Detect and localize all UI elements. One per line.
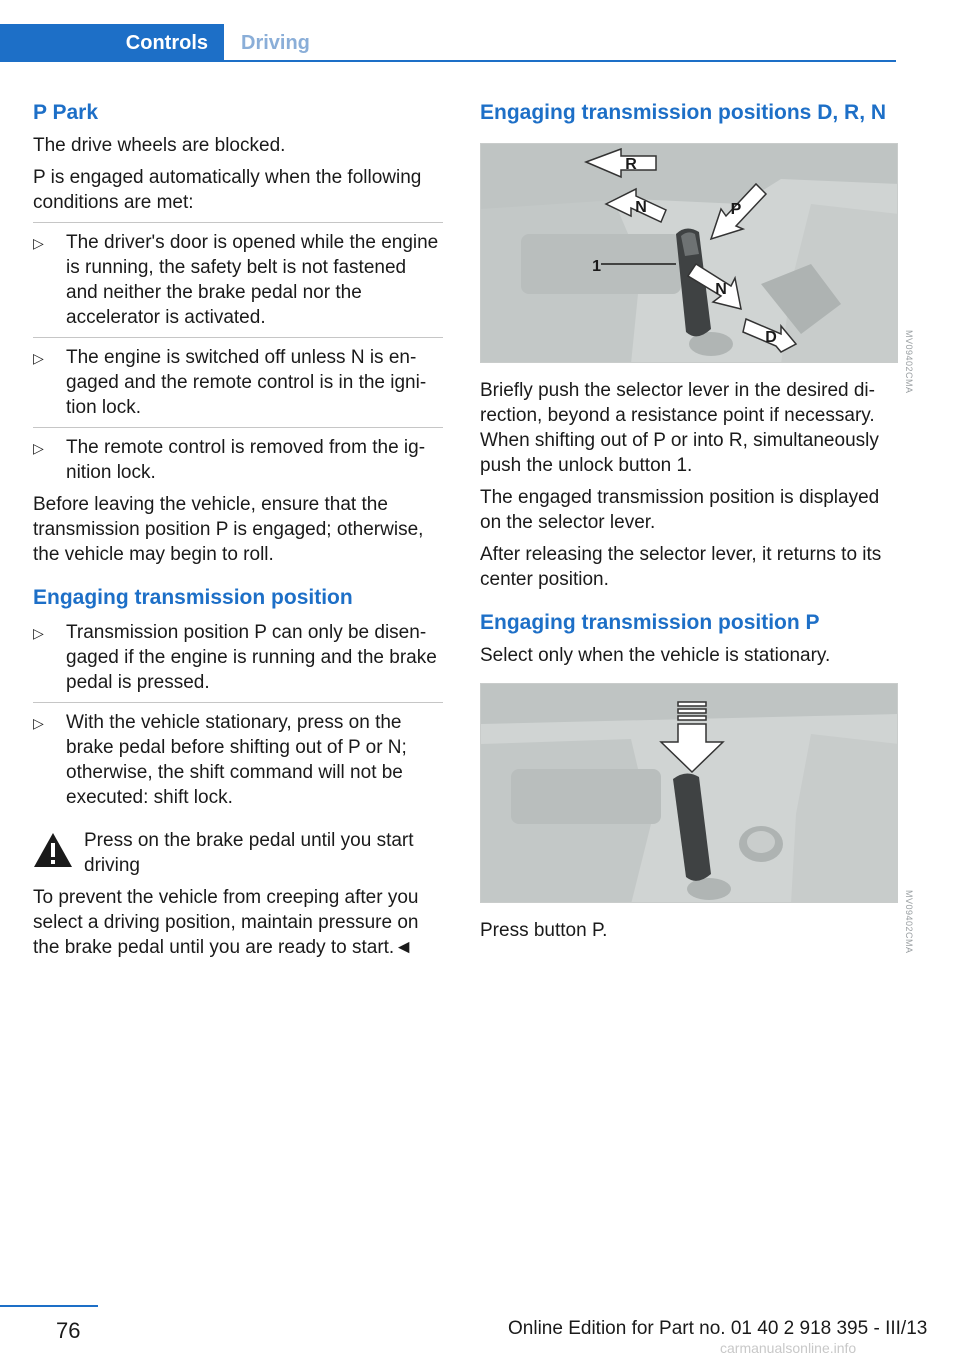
condition-text: The driver's door is opened while the engine is running, the safety belt is not fastened and neither the brake pedal nor the accelerator is activated. (66, 232, 439, 328)
list-item (33, 230, 443, 330)
engaging-heading: Engaging transmission position (33, 586, 353, 609)
warning-note (33, 828, 443, 878)
position-label-n: N (635, 199, 647, 216)
right-column (480, 100, 914, 954)
footer-rule (0, 1305, 98, 1307)
tab-underline (224, 60, 896, 62)
edition-note: Online Edition for Part no. 01 40 2 918 395 - III/13 (508, 1318, 928, 1339)
selector-lever-illustration (481, 144, 898, 363)
release-text: After releasing the selector lever, it returns to its center position. (480, 544, 882, 590)
warning-triangle-icon (33, 832, 73, 868)
engaging-text: With the vehicle stationary, press on the brake pedal before shifting out of P or N; otherwise, the shift command will not be executed: shift lock. (66, 712, 407, 808)
divider (33, 702, 443, 703)
list-item (33, 710, 443, 810)
selector-lever-figure-p (480, 683, 898, 903)
triangle-bullet-icon: ▷ (33, 625, 44, 641)
list-item (33, 620, 443, 695)
tab-driving[interactable]: Driving (241, 31, 310, 54)
p-park-text: The drive wheels are blocked. (33, 135, 286, 156)
drn-heading: Engaging transmission positions D, R, N (480, 101, 887, 124)
position-label-p: P (730, 201, 742, 218)
p-auto-text: P is engaged automatically when the following conditions are met: (33, 167, 422, 213)
engaging-text: Transmission position P can only be disengaged if the engine is running and the brake pedal is pressed. (66, 622, 437, 693)
condition-text: The remote control is removed from the ignition lock. (66, 437, 426, 483)
press-text: Press button P. (480, 920, 608, 941)
divider (33, 222, 443, 223)
divider (33, 427, 443, 428)
creeping-text: To prevent the vehicle from creeping after you select a driving position, maintain pressure on the brake pedal until you are ready to start.◄ (33, 887, 419, 958)
section-tabs (0, 24, 896, 62)
watermark: carmanualsonline.info (720, 1340, 857, 1356)
selector-lever-p-illustration (481, 684, 898, 903)
position-label-n: N (715, 281, 727, 298)
tab-controls[interactable]: Controls (0, 24, 224, 62)
figure-code: MV09402CMA (904, 890, 914, 954)
triangle-bullet-icon: ▷ (33, 440, 44, 456)
triangle-bullet-icon: ▷ (33, 715, 44, 731)
displayed-text: The engaged transmission position is displayed on the selector lever. (480, 487, 880, 533)
triangle-bullet-icon: ▷ (33, 235, 44, 251)
position-label-r: R (625, 156, 637, 173)
p-text: Select only when the vehicle is stationary. (480, 645, 831, 666)
p-heading: Engaging transmission position P (480, 611, 820, 634)
list-item (33, 435, 443, 485)
position-label-d: D (765, 329, 777, 346)
selector-lever-figure-drn (480, 143, 898, 363)
page-number: 76 (56, 1318, 81, 1343)
divider (33, 337, 443, 338)
triangle-bullet-icon: ▷ (33, 350, 44, 366)
before-leaving-text: Before leaving the vehicle, ensure that the transmission position P is engaged; otherwise, the vehicle may begin to roll. (33, 494, 424, 565)
callout-label: 1 (592, 258, 601, 275)
warning-text: Press on the brake pedal until you start driving (84, 830, 414, 876)
condition-text: The engine is switched off unless N is engaged and the remote control is in the ignition lock. (66, 347, 427, 418)
list-item (33, 345, 443, 420)
push-text: Briefly push the selector lever in the desired direction, beyond a resistance point if necessary. When shifting out of P or into R, simultaneously push the unlock button 1. (480, 380, 879, 476)
left-column (33, 100, 443, 960)
p-park-heading: P Park (33, 101, 98, 124)
figure-code: MV09402CMA (904, 330, 914, 394)
